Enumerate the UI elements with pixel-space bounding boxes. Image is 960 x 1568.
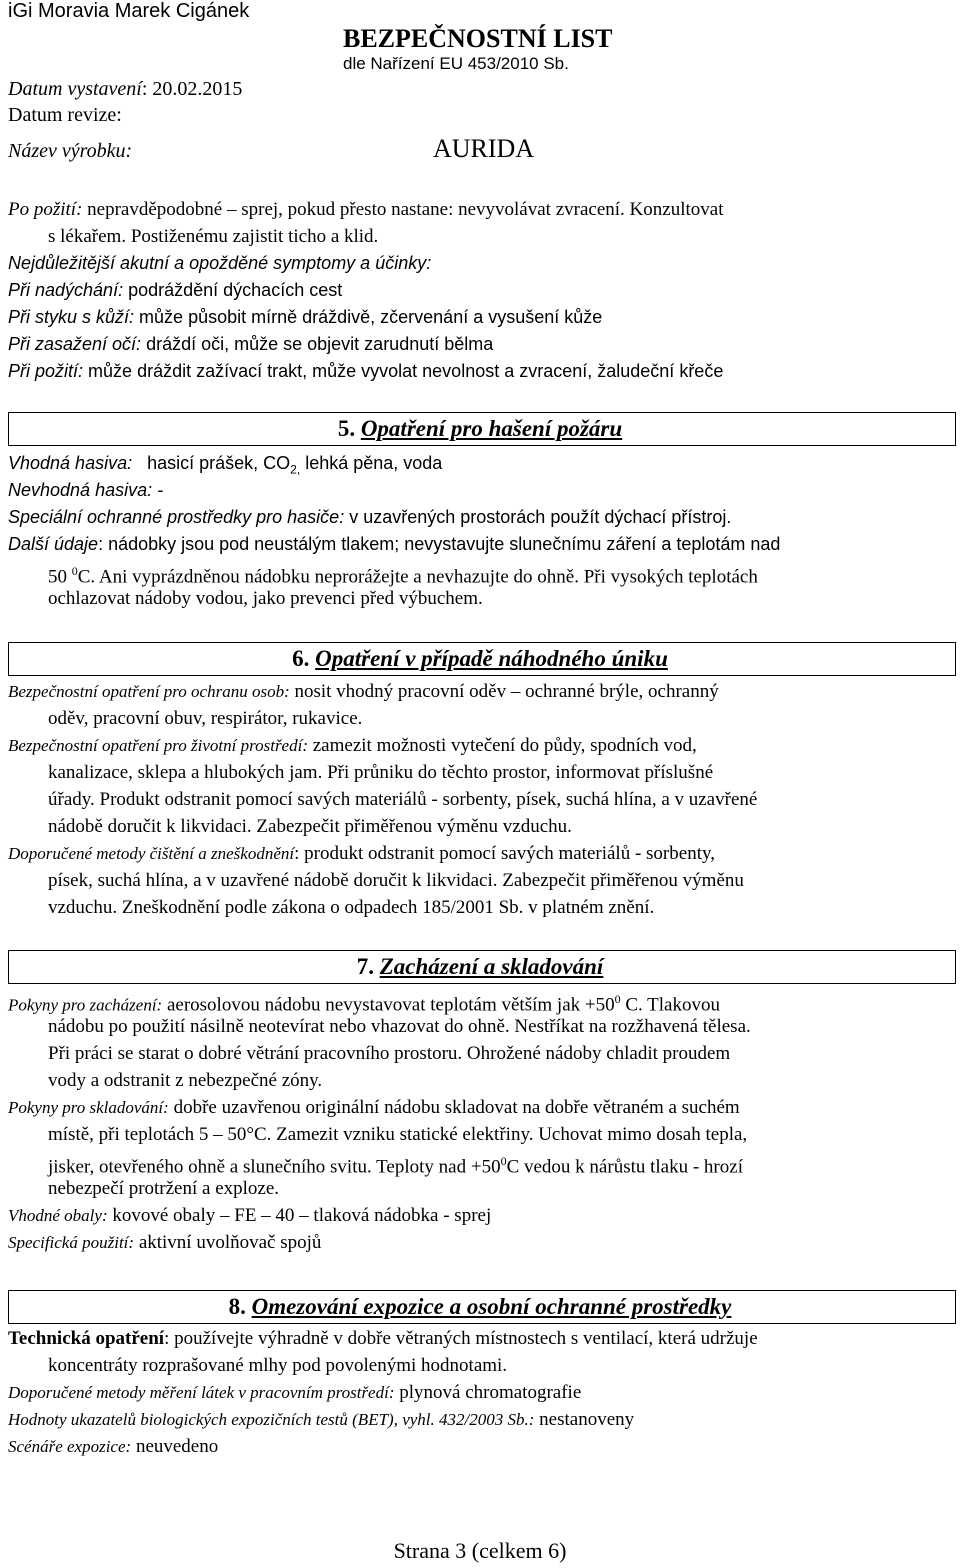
section-8-title: 8. Omezování expozice a osobní ochranné prostředky	[228, 1294, 732, 1319]
cleanup-methods-line-3: vzduchu. Zneškodnění podle zákona o odpadech 185/2001 Sb. v platném znění.	[48, 897, 655, 918]
technical-measures-line-2: koncentráty rozprašované mlhy pod povolenými hodnotami.	[48, 1355, 508, 1376]
eye-contact-line: Při zasažení očí: dráždí oči, může se objevit zarudnutí bělma	[8, 334, 494, 354]
technical-measures-line-1: Technická opatření: používejte výhradně v dobře větraných místnostech s ventilací, která udržuje	[8, 1328, 758, 1349]
product-name-label: Název výrobku:	[8, 140, 133, 162]
handling-line-1: Pokyny pro zacházení: aerosolovou nádobu nevystavovat teplotám větším jak $+50^0$ C. Tlakovou	[8, 992, 720, 1016]
specific-use-line: Specifická použití: aktivní uvolňovač spojů	[8, 1232, 322, 1253]
environmental-precautions-line-2: kanalizace, sklepa a hlubokých jam. Při průniku do těchto prostor, informovat příslušné	[48, 762, 714, 783]
packaging-line: Vhodné obaly: kovové obaly – FE – 40 – tlaková nádobka - sprej	[8, 1205, 492, 1226]
cleanup-methods-line-1: Doporučené metody čištění a zneškodnění: produkt odstranit pomocí savých materiálů - sorbenty,	[8, 843, 715, 864]
personal-precautions-line-1: Bezpečnostní opatření pro ochranu osob: nosit vhodný pracovní oděv – ochranné brýle, ochranný	[8, 681, 719, 702]
section-6-body	[8, 678, 952, 921]
section-7-body	[8, 986, 952, 1256]
section-5-body	[8, 450, 952, 612]
handling-line-2: nádobu po použití násilně neotevírat nebo vhazovat do ohně. Nestříkat na rozžhavená tělesa.	[48, 1016, 751, 1037]
section-7-title: 7. Zacházení a skladování	[356, 954, 604, 979]
other-info-line-2: 50 $^0$C. Ani vyprázdněnou nádobku neprorážejte a nevhazujte do ohně. Při vysokých teplotách	[48, 564, 758, 588]
document-header	[0, 0, 960, 170]
ingestion-symptoms-line: Při požití: může dráždit zažívací trakt, může vyvolat nevolnost a zvracení, žaludeční křeče	[8, 361, 724, 381]
environmental-precautions-line-3: úřady. Produkt odstranit pomocí savých materiálů - sorbenty, písek, suchá hlína, a v uzavřené	[48, 789, 758, 810]
exposure-scenarios-line: Scénáře expozice: neuvedeno	[8, 1436, 219, 1457]
storage-line-1: Pokyny pro skladování: dobře uzavřenou originální nádobu skladovat na dobře větraném a suchém	[8, 1097, 740, 1118]
storage-line-4: nebezpečí protržení a exploze.	[48, 1178, 280, 1199]
other-info-line-3: ochlazovat nádoby vodou, jako prevenci před výbuchem.	[48, 588, 483, 609]
product-name: AURIDA	[433, 134, 535, 163]
issue-date-label: Datum vystavení	[8, 78, 142, 100]
skin-contact-line: Při styku s kůží: může působit mírně dráždivě, zčervenání a vysušení kůže	[8, 307, 603, 327]
inhalation-line: Při nadýchání: podráždění dýchacích cest	[8, 280, 343, 300]
handling-line-4: vody a odstranit z nebezpečné zóny.	[48, 1070, 323, 1091]
environmental-precautions-line-4: nádobě doručit k likvidaci. Zabezpečit přiměřenou výměnu vzduchu.	[48, 816, 572, 837]
page-number: Strana 3 (celkem 6)	[393, 1538, 567, 1563]
regulation-reference: dle Nařízení EU 453/2010 Sb.	[343, 54, 569, 73]
company-name: iGi Moravia Marek Cigánek	[8, 0, 250, 22]
issue-date-value: 20.02.2015	[152, 78, 243, 100]
other-info-line-1: Další údaje: nádobky jsou pod neustálým tlakem; nevystavujte slunečnímu záření a teplotám nad	[8, 534, 781, 554]
measurement-methods-line: Doporučené metody měření látek v pracovním prostředí: plynová chromatografie	[8, 1382, 582, 1403]
firefighter-ppe-line: Speciální ochranné prostředky pro hasiče: v uzavřených prostorách použít dýchací přístroj.	[8, 507, 732, 527]
environmental-precautions-line-1: Bezpečnostní opatření pro životní prostředí: zamezit možnosti vytečení do půdy, spodních vod,	[8, 735, 697, 756]
storage-line-2: místě, při teplotách 5 – 50°C. Zamezit vzniku statické elektřiny. Uchovat mimo dosah tepla,	[48, 1124, 748, 1145]
revision-date-label: Datum revize:	[8, 104, 122, 126]
section-5-title: 5. Opatření pro hašení požáru	[337, 416, 623, 441]
suitable-extinguishers-line: Vhodná hasiva: hasicí prášek, $CO_{2,}$ lehká pěna, voda	[8, 453, 443, 477]
issue-date-line: Datum vystavení: 20.02.2015	[8, 78, 243, 100]
section-8-body	[8, 1325, 952, 1460]
personal-precautions-line-2: oděv, pracovní obuv, respirátor, rukavice.	[48, 708, 363, 729]
storage-line-3: jisker, otevřeného ohně a slunečního svitu. Teploty nad $+50^0C$ vedou k nárůstu tlaku - hrozí	[48, 1154, 743, 1178]
unsuitable-extinguishers-line: Nevhodná hasiva: -	[8, 480, 164, 500]
ingestion-line-1: Po požití: nepravděpodobné – sprej, pokud přesto nastane: nevyvolávat zvracení. Konzultovat	[8, 199, 724, 220]
handling-line-3: Při práci se starat o dobré větrání pracovního prostoru. Ohrožené nádoby chladit proudem	[48, 1043, 731, 1064]
section-6-title: 6. Opatření v případě náhodného úniku	[292, 646, 668, 671]
document-title: BEZPEČNOSTNÍ LIST	[343, 24, 613, 53]
ingestion-line-2: s lékařem. Postiženému zajistit ticho a klid.	[48, 226, 379, 247]
symptoms-heading: Nejdůležitější akutní a opožděné symptomy a účinky:	[8, 253, 432, 273]
section-4-continuation	[8, 196, 952, 385]
cleanup-methods-line-2: písek, suchá hlína, a v uzavřené nádobě doručit k likvidaci. Zabezpečit přiměřenou výměnu	[48, 870, 744, 891]
bet-values-line: Hodnoty ukazatelů biologických expozičních testů (BET), vyhl. 432/2003 Sb.: nestanoveny	[8, 1409, 635, 1430]
